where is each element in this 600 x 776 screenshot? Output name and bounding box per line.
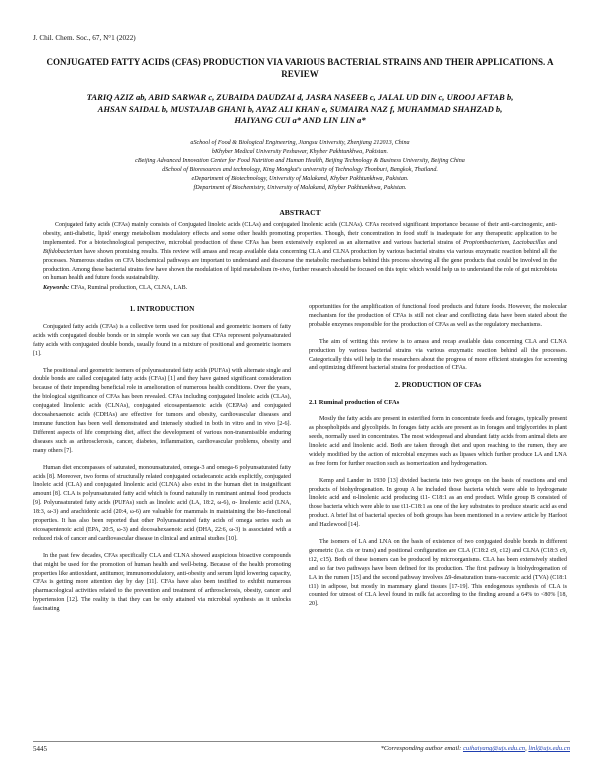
keywords-label: Keywords: bbox=[43, 285, 70, 291]
keywords-text: CFAs, Ruminal production, CLA, CLNA, LAB. bbox=[69, 285, 188, 291]
abstract-text: and bbox=[545, 239, 557, 246]
footer-divider bbox=[33, 741, 570, 742]
affiliation: eDepartment of Biotechnology, University of Malakand, Khyber Pakhtunkhwa, Pakistan. bbox=[191, 175, 409, 182]
paragraph: The isomers of LA and LNA on the basis of existence of two conjugated double bonds in different geometric (i.e. cis or trans) and positional configuration are CLA (C18:2 c9, c12) and CLNA (C18:3 c9, t12, c15). Both of these isomers can be produced by microorganisms. CLA has been extensively studied and so far two pathways have been defined for its production. The first pathway is biohydrogenation of LA in the rumen [15] and the second pathway involves Δ9-desaturation trans-vaccenic acid (TVA) (C18:1 t11) in adipose, but mostly in mammary gland tissues [17-19]. This endogenous synthesis of CLA is counted for utmost of CLA level found in milk fat according to the finding around a 64% to <80% [18, 20]. bbox=[309, 539, 567, 608]
author-line: HAIYANG CUI a* AND LIN LIN a* bbox=[234, 115, 366, 125]
corresponding-label: *Corresponding author email: bbox=[380, 745, 463, 752]
email-link[interactable]: linl@ujs.edu.cn bbox=[528, 745, 570, 752]
abstract-paragraph bbox=[43, 221, 557, 283]
paragraph: opportunities for the amplification of functional food products and future foods. However, the molecular mechanism for the production of CFAs is still not clear and conflicting data have been stated about the probable enzymes responsible for the production of CFAs as well as the regulatory mechanisms. bbox=[309, 304, 567, 328]
affiliation: bKhyber Medical University Peshawar, Khyber Pakhtunkhwa, Pakistan. bbox=[211, 148, 389, 155]
page-number: 5445 bbox=[33, 745, 47, 753]
section-heading-production: 2. PRODUCTION OF CFAs bbox=[394, 381, 482, 390]
author-list bbox=[40, 92, 560, 127]
paragraph: The aim of writing this review is to amass and recap available data concerning CLA and CLNA production by various bacterial strains via various enzymatic reaction behind all the processes. Categorically this will help in the researchers about the progress of more efficient strategies for screening and optimizing different bacterial strains for production of CFAs. bbox=[309, 338, 567, 372]
paragraph: Human diet encompasses of saturated, monounsaturated, omega-3 and omega-6 polyunsaturated fatty acids [8]. Moreover, two forms of structurally related conjugated octadecanoic acids explicitly, conjugated linoleic acid (CLA) and conjugated linolenic acid (CLNA) also exist in the human diet in insignificant amount [8]. CLA is polyunsaturated fatty acid which is found naturally in ruminant animal food products [9]. Polyunsaturated fatty acids (PUFAs) such as linoleic acid (LA, 18:2, ω-6), α- linolenic acid (LNA, 18:3, ω-3) and arachidonic acid (20:4, ω-6) are valuable for mammals in maintaining the bio-functional properties. It has also been reported that other Polyunsaturated fatty acids of omega series such as eicosapentenoic acid (EPA, 20:5, ω-3) and docosahexaenoic acid (DHA, 22:6, ω-3) is associated with a reduced risk of cancer and cardiovascular disease in clinical and animal studies [10]. bbox=[33, 464, 291, 542]
abstract-text: , further research should be focused on this topic which would help us to understand the role of gut microbiota on human health and future foods sustainability. bbox=[43, 266, 557, 282]
affiliation: fDepartment of Biochemistry, University of Malakand, Khyber Pakhtunkhwa, Pakistan. bbox=[193, 184, 407, 191]
email-separator: , bbox=[525, 745, 529, 752]
abstract-text: Conjugated fatty acids (CFAs) mainly consists of Conjugated linoleic acids (CLAs) and conjugated linolenic acids (CLNAs). CFAs received significant importance because of their anti-carcinogenic, anti-obesity, anti-diabetic, lipid/ energy metabolism modulatory effects and some other health promoting properties. Though, their concentration in food stuff is inadequate for any therapeutic application to be implemented. For a biotechnological perspective, microbial production of these CFAs has been extensively explored as an alternative and various bacterial strains of bbox=[43, 222, 557, 246]
author-line: TARIQ AZIZ ab, ABID SARWAR c, ZUBAIDA DAUDZAI d, JASRA NASEEB c, JALAL UD DIN c, UROOJ AFTAB b, bbox=[86, 92, 514, 102]
paragraph: Conjugated fatty acids (CFAs) is a collective term used for positional and geometric isomers of fatty acids with conjugated double bonds or in simple words we can say that CFAs represent polyunsaturated fatty acids with conjugated double bonds, usually found in a mixture of positional and geometric isomers [1]. bbox=[33, 323, 291, 357]
right-column bbox=[309, 303, 567, 617]
affiliation: cBeijing Advanced Innovation Center for Food Nutrition and Human Health, Beijing Technology & Business University, Beijing China bbox=[135, 157, 465, 164]
email-link[interactable]: cuihaiyang@ujs.edu.cn bbox=[462, 745, 526, 752]
article-title: CONJUGATED FATTY ACIDS (CFAS) PRODUCTION VIA VARIOUS BACTERIAL STRAINS AND THEIR APPLICATIONS. A REVIEW bbox=[46, 57, 554, 79]
affiliation-list bbox=[40, 139, 560, 192]
paragraph: Mostly the fatty acids are present in esterified form in concentrate feeds and forages, typically present as phospholipids and glycolipids. In forages fatty acids are present as in forages and triglycerides in plant seeds, normally used in concentrates. The most widespread and abundant fatty acids from animal diets are linoleic acid and linolenic acid. Both are taken through diet and upon reaching to the rumen, they are widely modified by the action of microbial enzymes such as lipases which further produce LA and LNA as free form for further reaction such as isomerization and hydrogenation. bbox=[309, 416, 567, 467]
section-heading-introduction: 1. INTRODUCTION bbox=[129, 305, 195, 313]
affiliation: dSchool of Bioresources and technology, King Mongkut's university of Technology Thonburi, Bangkok, Thailand. bbox=[162, 166, 438, 173]
paragraph: Kemp and Lander in 1930 [13] divided bacteria into two groups on the basis of reactions and end products of biohydrogenation. In group A he included those bacteria which were able to hydrogenate linoleic acid and α-linolenic acid producing t11- C18:1 as an end product. While group B consisted of those bacteria which were able to use t11-C18:1 as one of the key substrates to produce stearic acid as end product. A brief list of bacterial species of both groups has been mentioned in a review article by Harfoot and Hazlewood [14]. bbox=[309, 477, 567, 529]
species-name: Propionibacterium, Lactobacillus bbox=[463, 239, 546, 246]
abstract-heading: ABSTRACT bbox=[279, 208, 321, 217]
affiliation: aSchool of Food & Biological Engineering, Jiangsu University, Zhenjiang 212013, China bbox=[190, 140, 410, 146]
keywords bbox=[43, 285, 557, 291]
abstract-body bbox=[43, 221, 557, 283]
left-column bbox=[33, 303, 291, 622]
subsection-heading: 2.1 Ruminal production of CFAs bbox=[309, 399, 400, 407]
author-line: AHSAN SAIDAL b, MUSTAJAB GHANI b, AYAZ ALI KHAN e, SUMAIRA NAZ f, MUHAMMAD SHAHZAD b, bbox=[97, 103, 503, 114]
paragraph: In the past few decades, CFAs specifically CLA and CLNA showed auspicious bioactive compounds that might be used for the promotion of human health and well-being. Because of the health promoting properties like antioxidant, antitumor, immunomodulatory, anti-obesity and serum lipid lowering capacity, CFAs is getting more attention day by day [11]. CFAs have also been testified to exhibit numerous pharmacological activities related to the prevention and treatment of arthrosclerosis, obesity, cancer and hypertension [12]. The reality is that they can be only attained via microbial synthesis as it unlocks fascinating bbox=[33, 552, 291, 613]
abstract-text: have shown promising results. This review will amass and recap available data concerning CLA and CLNA production by various bacterial strains via various enzymatic reaction behind all the processes. Numerous studies on CFA biochemical pathways are important to understand and discourse the metabolic mechanisms behind this process showing all the gene products that could be involved in the production. Among these bacterial strains few have shown the modulation of lipid metabolism bbox=[43, 248, 557, 273]
corresponding-author bbox=[300, 745, 570, 752]
species-name: Bifidobacterium bbox=[43, 248, 83, 255]
journal-header: J. Chil. Chem. Soc., 67, N°1 (2022) bbox=[33, 34, 136, 42]
paragraph: The positional and geometric isomers of polyunsaturated fatty acids (PUFAs) with alternate single and double bonds are called conjugated fatty acids (CFAs) [1] and they have gained significant consideration because of their impending beneficial role in amelioration of numerous health conditions. Over the years, the biological significance of CFAs has been revealed. CFAs including conjugated linoleic acids (CLAs), conjugated linolenic acids (CLNAs), conjugated eicosapentaenoic acids (CEPAs) and conjugated docosahexaenoic acids (CDHAs) are effective for tumors and obesity, cardiovascular diseases and immune function has been well demonstrated and intensely studied in both in vitro and in vivo [2-6]. Different aspects of life comprising diet, affect the development of various non-transmissible enduring diseases such as arthrosclerosis, cancer, diabetes, inflammation, cardiovascular problems, obesity and many others [7]. bbox=[33, 367, 291, 454]
in-vivo-term: in-vivo bbox=[272, 266, 290, 273]
